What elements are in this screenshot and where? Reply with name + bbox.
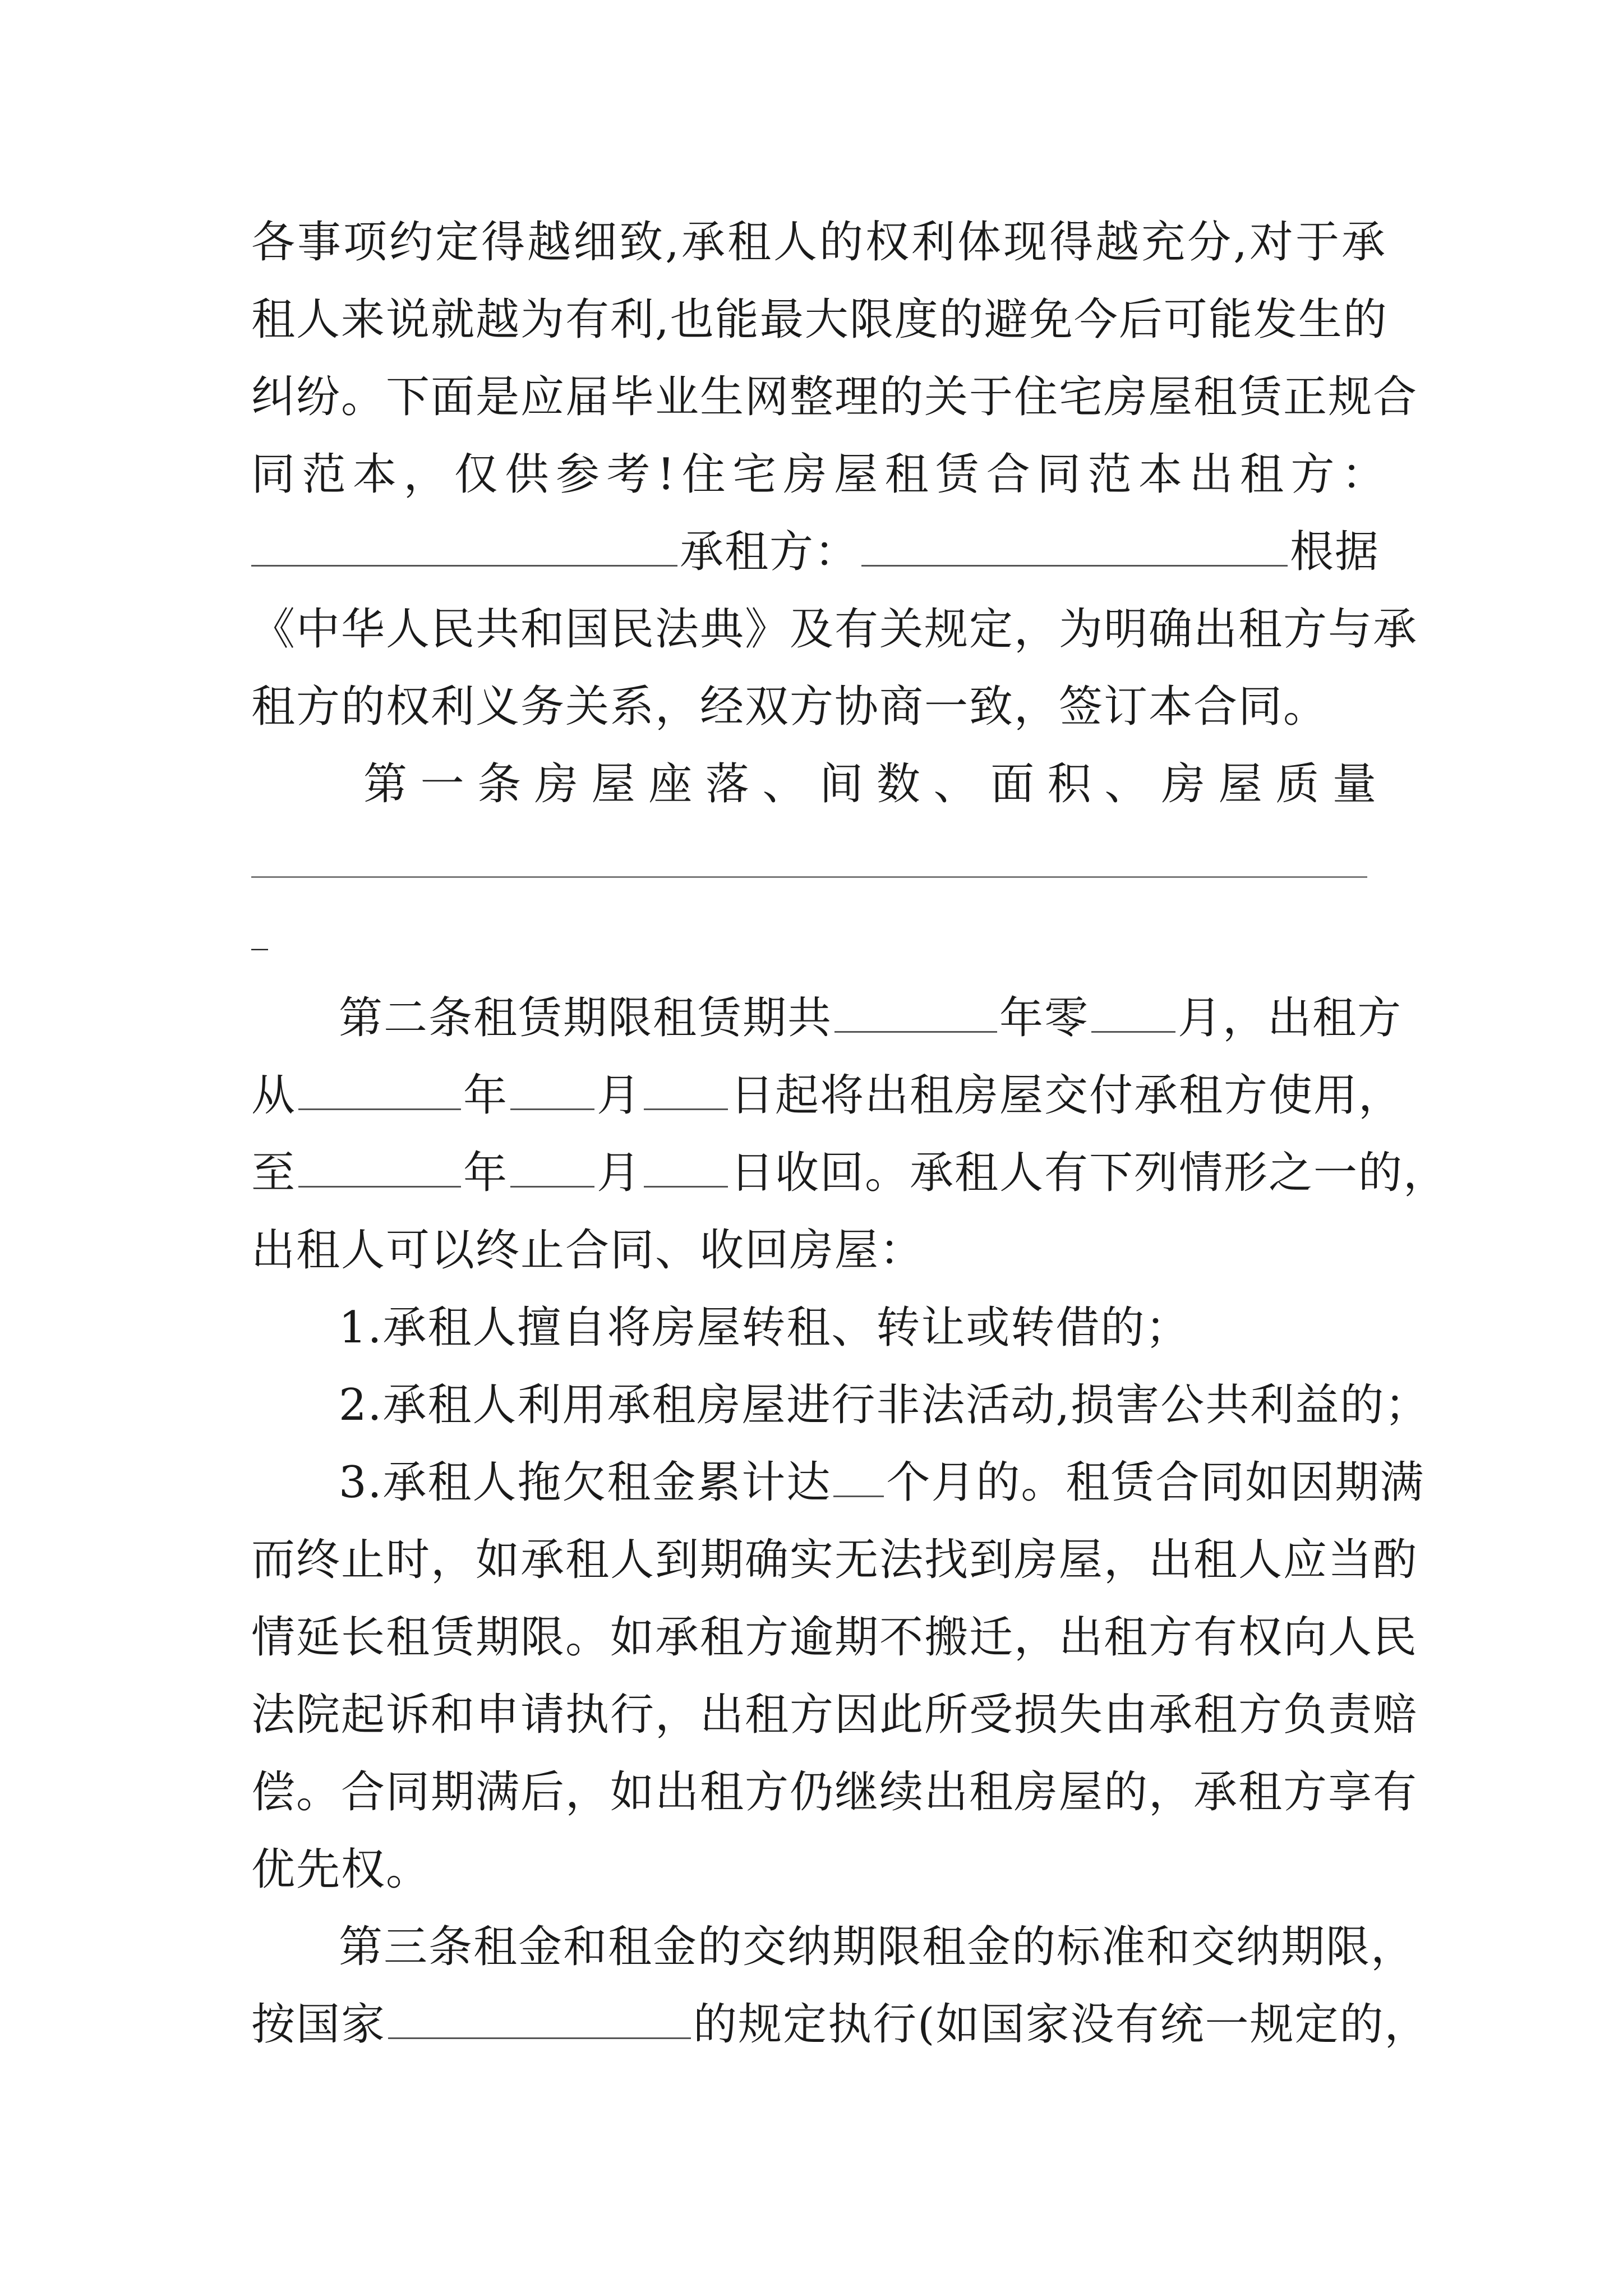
paragraph-line-7: 租方的权利义务关系，经双方协商一致，签订本合同。 bbox=[251, 682, 1329, 732]
national-standard-blank bbox=[388, 1994, 691, 2039]
end-year-blank bbox=[298, 1142, 461, 1188]
month-text-2: 月 bbox=[597, 1148, 642, 1198]
months-expiry-text: 个月的。租赁合同如因期满 bbox=[886, 1457, 1425, 1508]
paragraph-line-20: 偿。合同期满后，如出租方仍继续出租房屋的，承租方享有 bbox=[251, 1767, 1418, 1818]
from-text: 从 bbox=[251, 1070, 297, 1121]
lease-years-blank bbox=[834, 987, 997, 1033]
article-3-line-2 bbox=[251, 1991, 1430, 2058]
paragraph-line-17: 而终止时，如承租人到期确实无法找到房屋，出租人应当酌 bbox=[251, 1535, 1418, 1585]
paragraph-line-19: 法院起诉和申请执行，出租方因此所受损失由承租方负责赔 bbox=[251, 1690, 1418, 1740]
paragraph-line-3: 纠纷。下面是应届毕业生网整理的关于住宅房屋租赁正规合 bbox=[251, 372, 1418, 422]
end-day-blank bbox=[644, 1142, 728, 1188]
until-text: 至 bbox=[251, 1148, 297, 1198]
end-month-blank bbox=[510, 1142, 594, 1188]
year-text: 年 bbox=[463, 1070, 509, 1121]
arrears-text: 3.承租人拖欠租金累计达 bbox=[339, 1457, 832, 1508]
recover-text: 日收回。承租人有下列情形之一的， bbox=[730, 1148, 1449, 1198]
start-year-blank bbox=[298, 1065, 461, 1110]
regulation-text: 的规定执行(如国家没有统一规定的， bbox=[693, 1999, 1430, 2050]
handover-text: 日起将出租房屋交付承租方使用， bbox=[730, 1070, 1404, 1121]
article-2-line-1 bbox=[339, 984, 1403, 1052]
paragraph-line-2: 租人来说就越为有利,也能最大限度的避免今后可能发生的 bbox=[251, 295, 1388, 345]
paragraph-line-18: 情延长租赁期限。如承租方逾期不搬迁，出租方有权向人民 bbox=[251, 1612, 1418, 1663]
according-to-text: 根据 bbox=[1290, 527, 1380, 577]
lessor-name-blank bbox=[251, 521, 677, 567]
paragraph-line-21: 优先权。 bbox=[251, 1844, 431, 1895]
years-zero-text: 年零 bbox=[999, 993, 1090, 1043]
lease-months-blank bbox=[1091, 987, 1175, 1033]
article-2-heading-text: 第二条租赁期限租赁期共 bbox=[339, 993, 833, 1043]
lessee-name-blank bbox=[861, 521, 1288, 567]
arrears-months-blank bbox=[833, 1452, 884, 1497]
year-text-2: 年 bbox=[463, 1148, 509, 1198]
article-2-line-3 bbox=[251, 1139, 1449, 1207]
months-lessor-text: 月，出租方 bbox=[1178, 993, 1403, 1043]
paragraph-line-6: 《中华人民共和国民法典》及有关规定，为明确出租方与承 bbox=[251, 604, 1418, 655]
start-day-blank bbox=[644, 1065, 728, 1110]
national-text: 按国家 bbox=[251, 1999, 386, 2050]
article-1-heading: 第一条房屋座落、间数、面积、房屋质量 bbox=[363, 759, 1386, 809]
article-2-line-2 bbox=[251, 1062, 1404, 1129]
month-text: 月 bbox=[597, 1070, 642, 1121]
termination-item-3 bbox=[339, 1449, 1425, 1516]
paragraph-line-4: 同范本，仅供参考!住宅房屋租赁合同范本出租方： bbox=[251, 449, 1386, 500]
lessee-label: 承租方： bbox=[680, 527, 860, 577]
start-month-blank bbox=[510, 1065, 594, 1110]
article-1-fill-line bbox=[251, 876, 1367, 878]
article-3-heading: 第三条租金和租金的交纳期限租金的标准和交纳期限， bbox=[339, 1922, 1416, 1972]
termination-item-2: 2.承租人利用承租房屋进行非法活动,损害公共利益的； bbox=[339, 1380, 1430, 1430]
article-1-trailing-mark: _ bbox=[251, 912, 269, 951]
article-2-line-4: 出租人可以终止合同、收回房屋： bbox=[251, 1225, 925, 1276]
termination-item-1: 1.承租人擅自将房屋转租、转让或转借的； bbox=[339, 1303, 1191, 1353]
party-blanks-line bbox=[251, 518, 1386, 586]
paragraph-line-1: 各事项约定得越细致,承租人的权利体现得越充分,对于承 bbox=[251, 217, 1386, 268]
